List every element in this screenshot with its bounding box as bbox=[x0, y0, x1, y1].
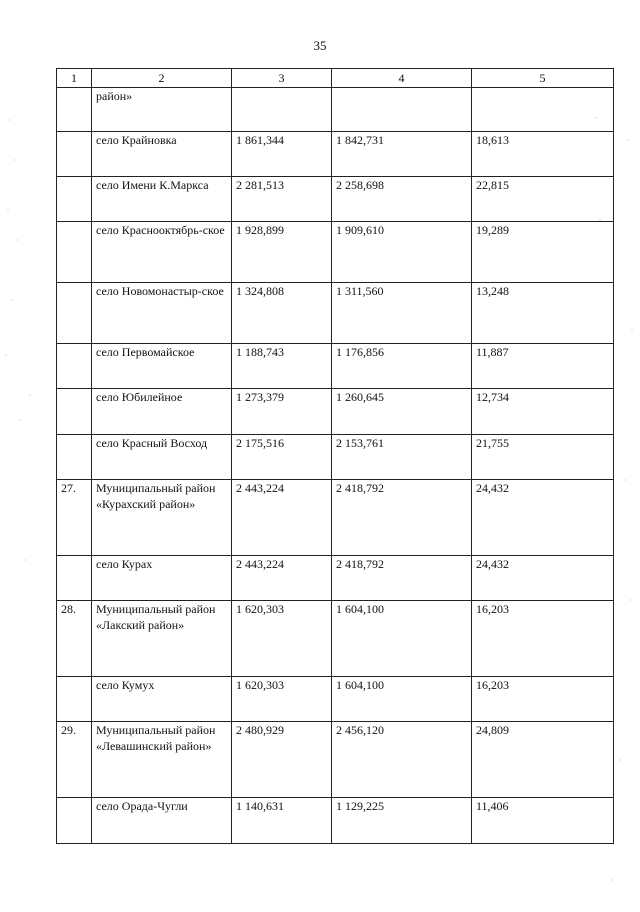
table-row bbox=[57, 677, 614, 722]
row-number-cell bbox=[57, 435, 92, 480]
value-col4-cell: 2 418,792 bbox=[332, 556, 472, 601]
settlement-name-cell: село Имени К.Маркса bbox=[92, 177, 232, 222]
table-row bbox=[57, 344, 614, 389]
value-col3-cell: 2 281,513 bbox=[232, 177, 332, 222]
value-col3-cell: 1 928,899 bbox=[232, 222, 332, 283]
value-col3-cell bbox=[232, 88, 332, 132]
value-col4-cell: 1 176,856 bbox=[332, 344, 472, 389]
value-col3-cell: 2 443,224 bbox=[232, 480, 332, 556]
settlement-name-cell: село Крайновка bbox=[92, 132, 232, 177]
value-col3-cell: 2 480,929 bbox=[232, 722, 332, 798]
settlement-name-cell: село Первомайское bbox=[92, 344, 232, 389]
value-col3-cell: 1 620,303 bbox=[232, 601, 332, 677]
value-col4-cell bbox=[332, 88, 472, 132]
value-col3-cell: 1 273,379 bbox=[232, 389, 332, 435]
value-col5-cell: 24,432 bbox=[472, 480, 614, 556]
table-row bbox=[57, 222, 614, 283]
column-header-4: 4 bbox=[332, 69, 472, 88]
value-col4-cell: 2 456,120 bbox=[332, 722, 472, 798]
settlement-name-cell: село Юбилейное bbox=[92, 389, 232, 435]
column-header-1: 1 bbox=[57, 69, 92, 88]
value-col3-cell: 1 140,631 bbox=[232, 798, 332, 844]
settlement-name-cell: Муниципальный район «Лакский район» bbox=[92, 601, 232, 677]
row-number-cell bbox=[57, 132, 92, 177]
value-col5-cell: 11,887 bbox=[472, 344, 614, 389]
row-number-cell: 28. bbox=[57, 601, 92, 677]
page-number: 35 bbox=[313, 38, 327, 53]
settlement-name-cell: село Красный Восход bbox=[92, 435, 232, 480]
settlement-name-cell: Муниципальный район «Курахский район» bbox=[92, 480, 232, 556]
row-number-cell bbox=[57, 177, 92, 222]
value-col4-cell: 1 909,610 bbox=[332, 222, 472, 283]
value-col5-cell: 13,248 bbox=[472, 283, 614, 344]
value-col4-cell: 2 258,698 bbox=[332, 177, 472, 222]
settlement-name-cell: Муниципальный район «Левашинский район» bbox=[92, 722, 232, 798]
value-col5-cell: 19,289 bbox=[472, 222, 614, 283]
value-col5-cell: 24,809 bbox=[472, 722, 614, 798]
row-number-cell bbox=[57, 344, 92, 389]
value-col5-cell: 16,203 bbox=[472, 601, 614, 677]
row-number-cell bbox=[57, 222, 92, 283]
value-col5-cell: 11,406 bbox=[472, 798, 614, 844]
value-col4-cell: 1 604,100 bbox=[332, 601, 472, 677]
settlement-name-cell: село Кумух bbox=[92, 677, 232, 722]
table-row bbox=[57, 88, 614, 132]
value-col5-cell: 16,203 bbox=[472, 677, 614, 722]
column-header-2: 2 bbox=[92, 69, 232, 88]
table-row bbox=[57, 798, 614, 844]
value-col4-cell: 1 842,731 bbox=[332, 132, 472, 177]
table-body bbox=[57, 88, 614, 844]
table-row bbox=[57, 556, 614, 601]
table-row bbox=[57, 389, 614, 435]
value-col4-cell: 1 311,560 bbox=[332, 283, 472, 344]
column-header-5: 5 bbox=[472, 69, 614, 88]
value-col3-cell: 1 861,344 bbox=[232, 132, 332, 177]
value-col5-cell: 21,755 bbox=[472, 435, 614, 480]
row-number-cell bbox=[57, 798, 92, 844]
table-row bbox=[57, 283, 614, 344]
row-number-cell bbox=[57, 283, 92, 344]
row-number-cell: 29. bbox=[57, 722, 92, 798]
value-col4-cell: 1 129,225 bbox=[332, 798, 472, 844]
settlement-name-cell: село Орада-Чугли bbox=[92, 798, 232, 844]
header-row bbox=[57, 69, 614, 88]
row-number-cell bbox=[57, 389, 92, 435]
table-row bbox=[57, 177, 614, 222]
settlement-name-cell: село Краснооктябрь-ское bbox=[92, 222, 232, 283]
value-col5-cell bbox=[472, 88, 614, 132]
value-col3-cell: 2 443,224 bbox=[232, 556, 332, 601]
table-row bbox=[57, 722, 614, 798]
table-row bbox=[57, 480, 614, 556]
settlement-name-cell: район» bbox=[92, 88, 232, 132]
table-row bbox=[57, 601, 614, 677]
value-col5-cell: 22,815 bbox=[472, 177, 614, 222]
value-col3-cell: 1 620,303 bbox=[232, 677, 332, 722]
value-col3-cell: 1 324,808 bbox=[232, 283, 332, 344]
value-col5-cell: 24,432 bbox=[472, 556, 614, 601]
value-col3-cell: 1 188,743 bbox=[232, 344, 332, 389]
value-col3-cell: 2 175,516 bbox=[232, 435, 332, 480]
row-number-cell bbox=[57, 88, 92, 132]
row-number-cell: 27. bbox=[57, 480, 92, 556]
table-row bbox=[57, 435, 614, 480]
value-col4-cell: 1 604,100 bbox=[332, 677, 472, 722]
value-col5-cell: 18,613 bbox=[472, 132, 614, 177]
value-col5-cell: 12,734 bbox=[472, 389, 614, 435]
value-col4-cell: 2 153,761 bbox=[332, 435, 472, 480]
settlement-name-cell: село Курах bbox=[92, 556, 232, 601]
row-number-cell bbox=[57, 677, 92, 722]
column-header-3: 3 bbox=[232, 69, 332, 88]
table-row bbox=[57, 132, 614, 177]
value-col4-cell: 1 260,645 bbox=[332, 389, 472, 435]
row-number-cell bbox=[57, 556, 92, 601]
data-table bbox=[56, 68, 614, 844]
settlement-name-cell: село Новомонастыр-ское bbox=[92, 283, 232, 344]
value-col4-cell: 2 418,792 bbox=[332, 480, 472, 556]
